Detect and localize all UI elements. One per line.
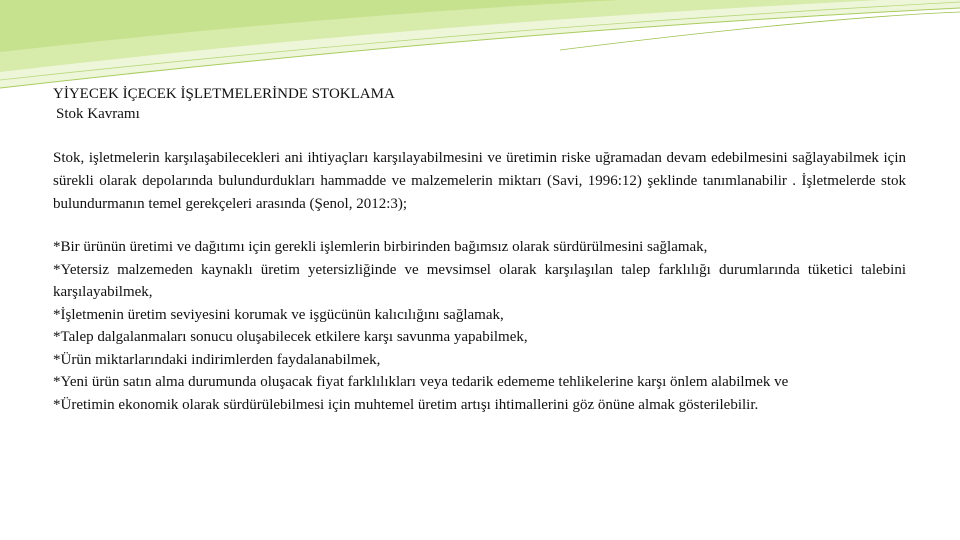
- slide-subtitle: Stok Kavramı: [56, 106, 140, 122]
- list-item: *Talep dalgalanmaları sonucu oluşabilecek etkilere karşı savunma yapabilmek,: [53, 329, 528, 345]
- slide-content: [53, 84, 906, 416]
- header-wave-decoration: [0, 0, 960, 90]
- list-item: *Üretimin ekonomik olarak sürdürülebilmesi için muhtemel üretim artışı ihtimallerini göz önüne almak gösterilebilir.: [53, 396, 759, 413]
- list-item: *Bir ürünün üretimi ve dağıtımı için gerekli işlemlerin birbirinden bağımsız olarak sürdürülmesini sağlamak,: [53, 239, 708, 255]
- slide-title: YİYECEK İÇECEK İŞLETMELERİNDE STOKLAMA: [53, 86, 395, 102]
- reasons-list: [53, 236, 906, 416]
- intro-paragraph: Stok, işletmelerin karşılaşabilecekleri ani ihtiyaçları karşılayabilmesini ve üretimin riske uğramadan devam edebilmesini sağlayabilmek için sürekli olarak depolarında bulundurdukları hammadde ve malzemelerin miktarı (Savi, 1996:12) şeklinde tanımlanabilir . İşletmelerde stok bulundurmanın temel gerekçeleri arasında (Şenol, 2012:3);: [53, 150, 906, 212]
- list-item: *İşletmenin üretim seviyesini korumak ve işgücünün kalıcılığını sağlamak,: [53, 306, 504, 323]
- list-item: *Ürün miktarlarındaki indirimlerden faydalanabilmek,: [53, 351, 381, 368]
- list-item: *Yeni ürün satın alma durumunda oluşacak fiyat farklılıkları veya tedarik edememe tehlikelerine karşı önlem alabilmek ve: [53, 374, 789, 390]
- list-item: *Yetersiz malzemeden kaynaklı üretim yetersizliğinde ve mevsimsel olarak karşılaşılan talep farklılığı durumlarında tüketici talebini karşılayabilmek,: [53, 261, 906, 300]
